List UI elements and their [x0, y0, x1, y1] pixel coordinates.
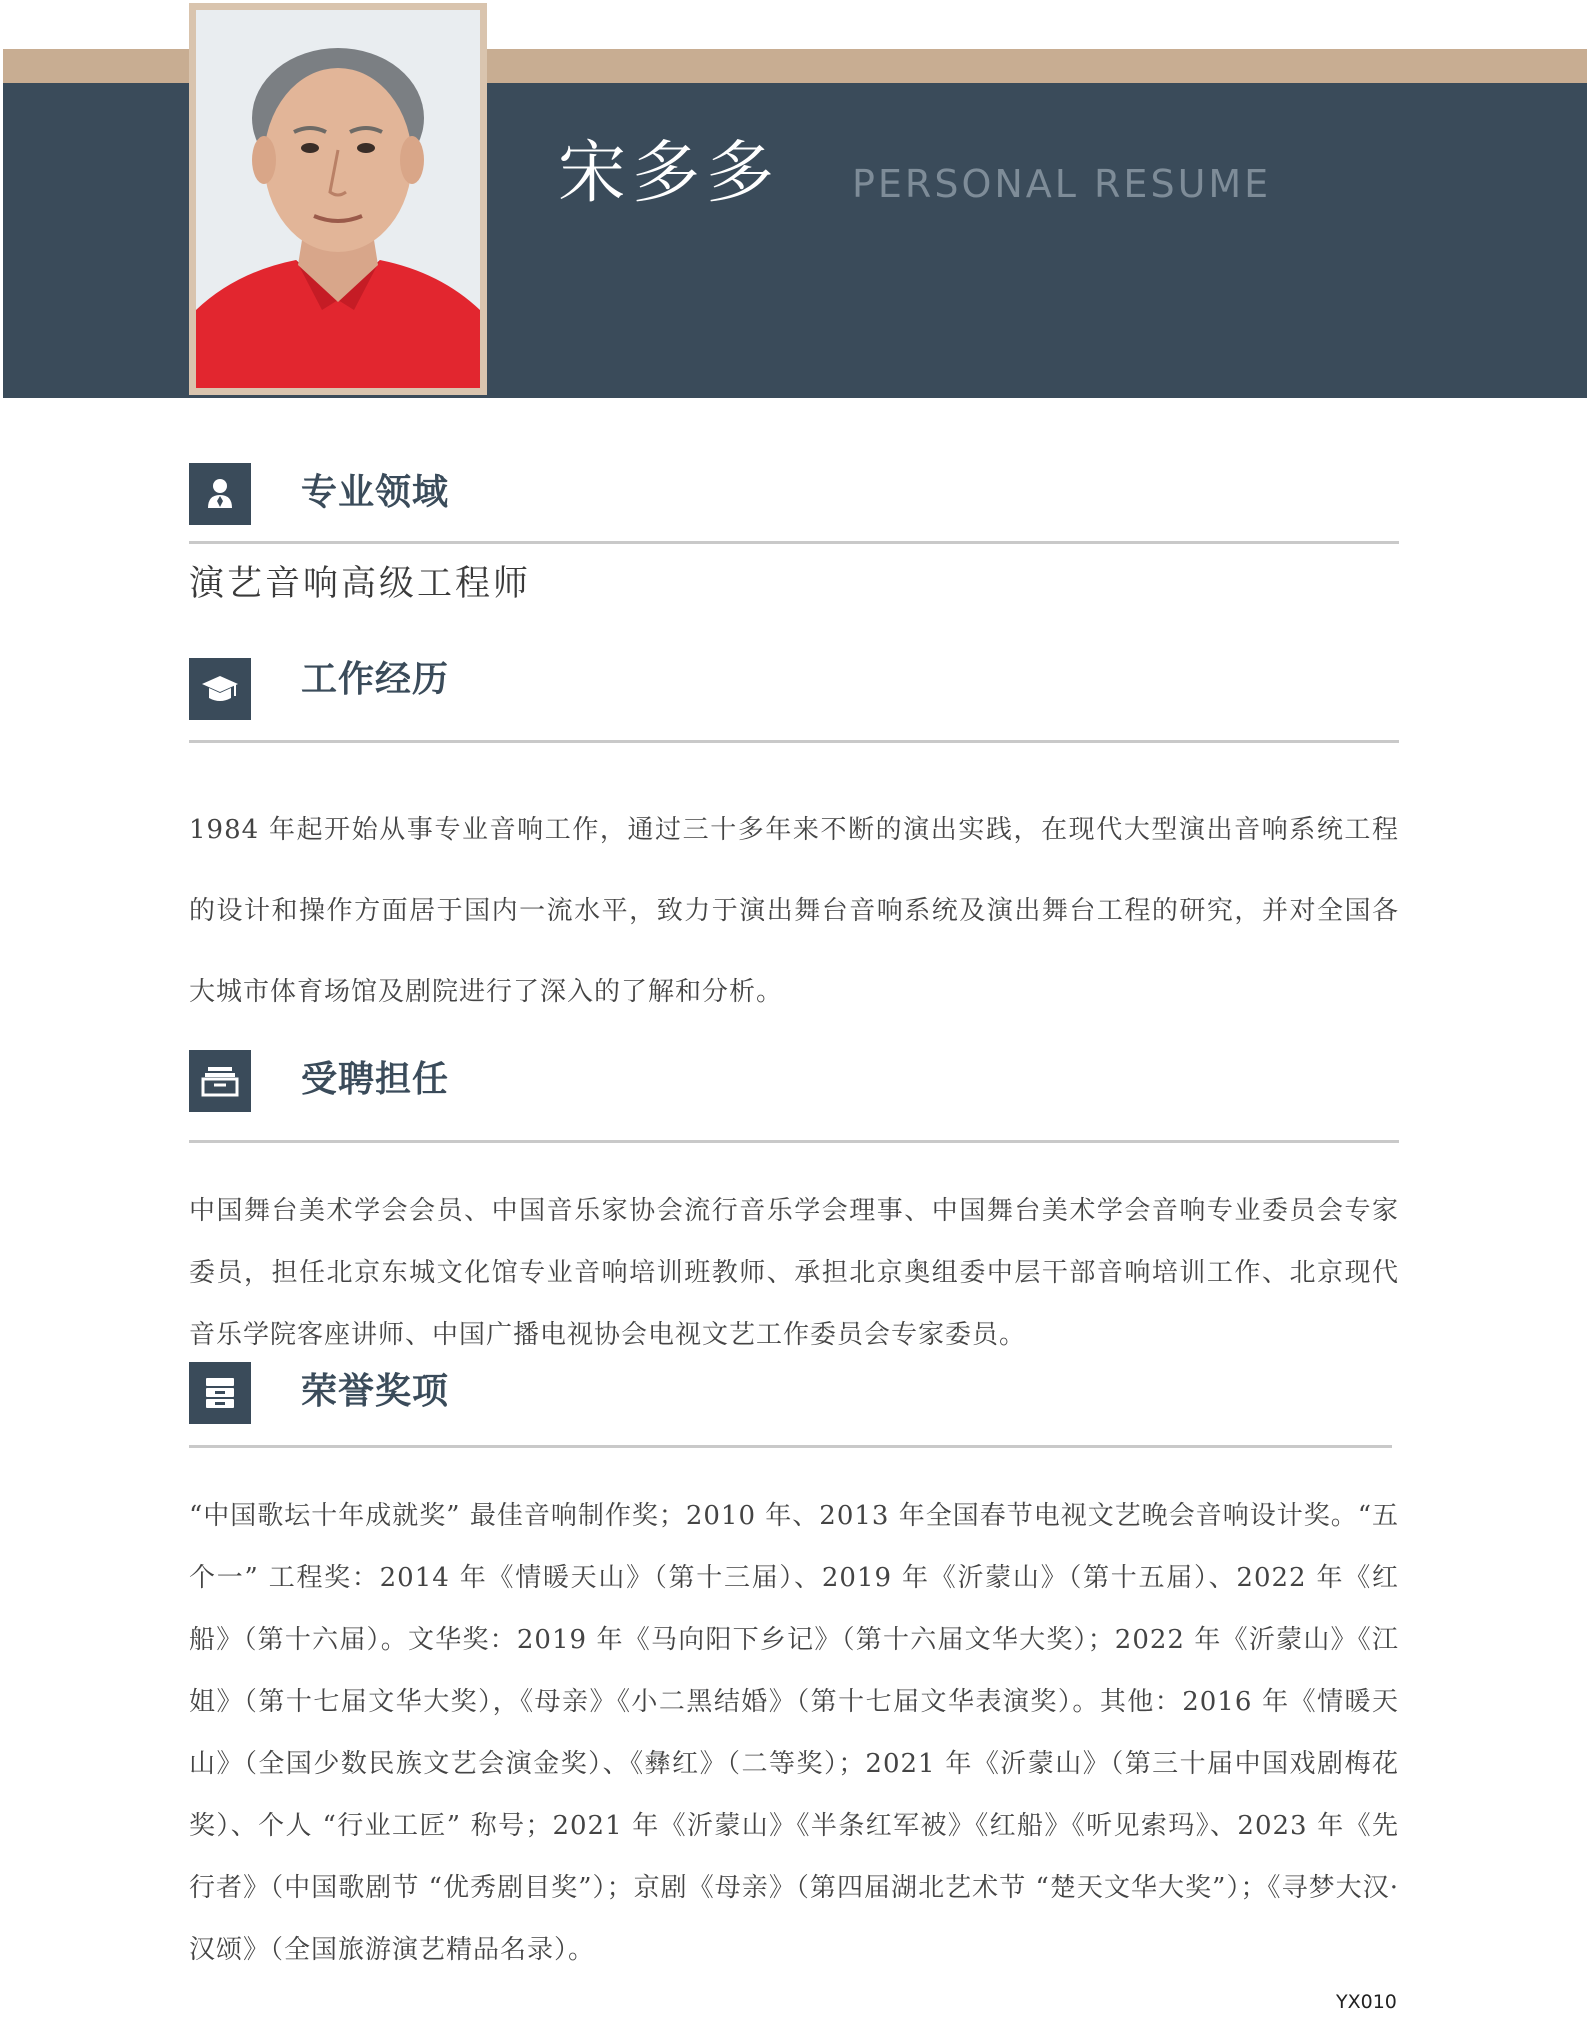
section-expertise-divider — [189, 541, 1399, 544]
section-work-title: 工作经历 — [301, 659, 450, 700]
section-expertise-text: 演艺音响高级工程师 — [189, 564, 532, 604]
section-appointments-text: 中国舞台美术学会会员、中国音乐家协会流行音乐学会理事、中国舞台美术学会音响专业委员会专家委员，担任北京东城文化馆专业音响培训班教师、承担北京奥组委中层干部音响培训工作、北京现代音乐学院客座讲师、中国广播电视协会电视文艺工作委员会专家委员。 — [189, 1196, 1399, 1350]
person-icon — [189, 463, 251, 525]
section-work-header — [189, 650, 1399, 730]
section-appointments-header — [189, 1050, 1399, 1130]
portrait-illustration — [196, 10, 480, 388]
section-appointments-title: 受聘担任 — [301, 1059, 450, 1100]
section-honors-header — [189, 1362, 1399, 1442]
section-work-text: 1984 年起开始从事专业音响工作，通过三十多年来不断的演出实践，在现代大型演出音响系统工程的设计和操作方面居于国内一流水平，致力于演出舞台音响系统及演出舞台工程的研究，并对全国各大城市体育场馆及剧院进行了深入的了解和分析。 — [189, 815, 1399, 1007]
section-honors-divider — [189, 1445, 1392, 1448]
document-code: YX010 — [1336, 1991, 1397, 2013]
archive-box-icon — [189, 1362, 251, 1424]
section-expertise-title: 专业领域 — [301, 472, 450, 513]
section-expertise-header — [189, 463, 1399, 543]
section-appointments-divider — [189, 1140, 1399, 1143]
graduation-cap-icon — [189, 658, 251, 720]
portrait-photo — [196, 10, 480, 388]
section-work-divider — [189, 740, 1399, 743]
inbox-tray-icon — [189, 1050, 251, 1112]
resume-name: 宋多多 — [558, 134, 781, 213]
section-honors-text: “中国歌坛十年成就奖” 最佳音响制作奖；2010 年、2013 年全国春节电视文艺晚会音响设计奖。“五个一” 工程奖：2014 年《情暖天山》（第十三届）、2019 年《沂蒙山》（第十五届）、2022 年《红船》（第十六届）。文华奖：2019 年《马向阳下乡记》（第十六届文华大奖）；2022 年《沂蒙山》《江姐》（第十七届文华大奖），《母亲》《小二黑结婚》（第十七届文华表演奖）。其他：2016 年《情暖天山》（全国少数民族文艺会演金奖）、《彝红》（二等奖）；2021 年《沂蒙山》（第三十届中国戏剧梅花奖）、个人 “行业工匠” 称号；2021 年《沂蒙山》《半条红军被》《红船》《听见索玛》、2023 年《先行者》（中国歌剧节 “优秀剧目奖”）；京剧《母亲》（第四届湖北艺术节 “楚天文华大奖”）；《寻梦大汉·汉颂》（全国旅游演艺精品名录）。 — [189, 1501, 1400, 1965]
portrait-frame — [189, 3, 487, 395]
section-honors-title: 荣誉奖项 — [301, 1371, 450, 1412]
resume-subtitle: PERSONAL RESUME — [852, 162, 1272, 206]
